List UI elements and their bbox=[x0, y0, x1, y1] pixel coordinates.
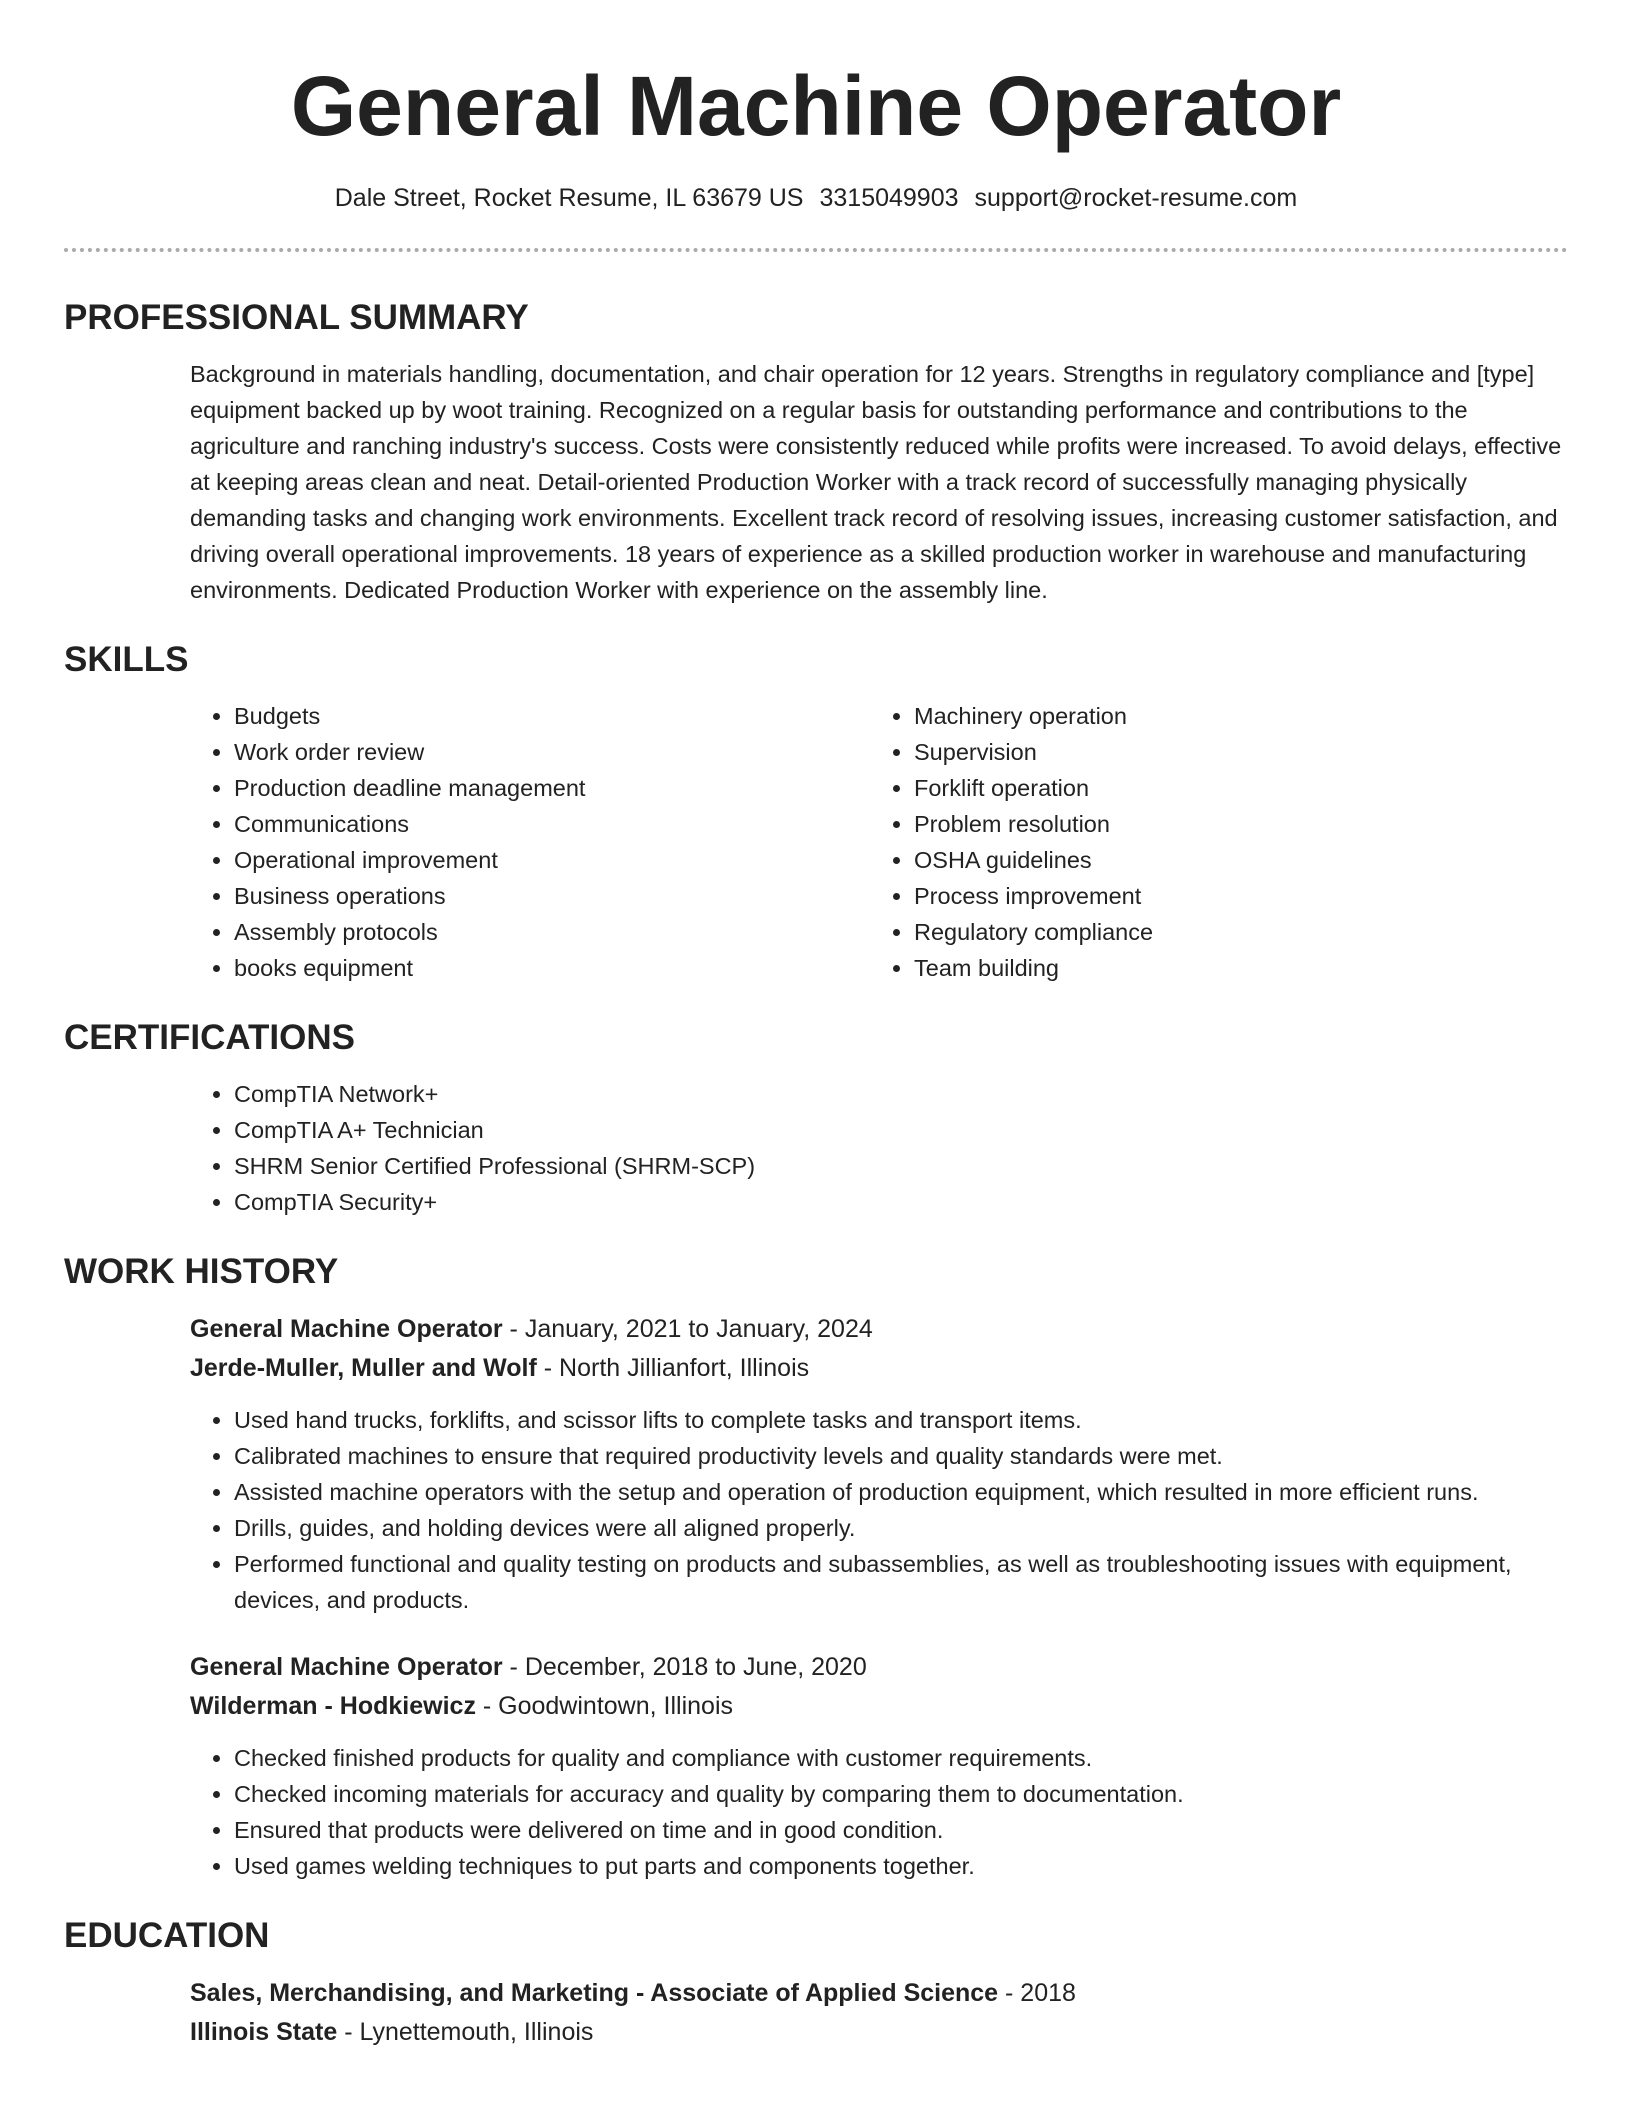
list-item: • CompTIA Security+ bbox=[234, 1184, 1568, 1220]
list-item: • Operational improvement bbox=[234, 842, 870, 878]
job-entry bbox=[190, 1310, 1568, 1618]
job-company-line bbox=[190, 1687, 1568, 1726]
list-item: • books equipment bbox=[234, 950, 870, 986]
contact-address: Dale Street, Rocket Resume, IL 63679 US bbox=[334, 184, 804, 212]
job-entry bbox=[190, 1648, 1568, 1884]
job-role: General Machine Operator bbox=[190, 1315, 503, 1343]
job-title-line bbox=[190, 1310, 1568, 1349]
list-item: • Machinery operation bbox=[914, 698, 1550, 734]
education-degree: Sales, Merchandising, and Marketing - Associate of Applied Science bbox=[190, 1979, 999, 2007]
job-dates: - January, 2021 to January, 2024 bbox=[502, 1315, 873, 1343]
page-title: General Machine Operator bbox=[290, 59, 1342, 153]
list-item: • Checked incoming materials for accuracy and quality by comparing them to documentation. bbox=[234, 1776, 1568, 1812]
skills-column-right bbox=[870, 698, 1550, 986]
list-item: • Business operations bbox=[234, 878, 870, 914]
education-section bbox=[190, 1974, 1568, 2052]
list-item: • Communications bbox=[234, 806, 870, 842]
list-item: • Budgets bbox=[234, 698, 870, 734]
list-item: • SHRM Senior Certified Professional (SHRM-SCP) bbox=[234, 1148, 1568, 1184]
list-item: • Work order review bbox=[234, 734, 870, 770]
job-company-line bbox=[190, 1349, 1568, 1388]
job-role: General Machine Operator bbox=[190, 1653, 503, 1681]
list-item: • Regulatory compliance bbox=[914, 914, 1550, 950]
header-divider bbox=[64, 248, 1568, 252]
job-company: Wilderman - Hodkiewicz bbox=[190, 1692, 476, 1720]
list-item: • Team building bbox=[914, 950, 1550, 986]
list-item: • Used games welding techniques to put parts and components together. bbox=[234, 1848, 1568, 1884]
job-title-line bbox=[190, 1648, 1568, 1687]
list-item: • CompTIA A+ Technician bbox=[234, 1112, 1568, 1148]
list-item: • Assembly protocols bbox=[234, 914, 870, 950]
section-title-education: EDUCATION bbox=[64, 1916, 270, 1955]
list-item: • Drills, guides, and holding devices were all aligned properly. bbox=[234, 1510, 1568, 1546]
section-title-work-history: WORK HISTORY bbox=[64, 1252, 339, 1291]
list-item: • OSHA guidelines bbox=[914, 842, 1550, 878]
certifications-list bbox=[190, 1076, 1568, 1220]
list-item: • Forklift operation bbox=[914, 770, 1550, 806]
skills-list bbox=[190, 698, 1568, 986]
list-item: • Used hand trucks, forklifts, and scissor lifts to complete tasks and transport items. bbox=[234, 1402, 1568, 1438]
skills-column-left bbox=[190, 698, 870, 986]
job-company: Jerde-Muller, Muller and Wolf bbox=[190, 1354, 537, 1382]
work-history-section bbox=[190, 1310, 1568, 1884]
contact-email: support@rocket-resume.com bbox=[974, 184, 1298, 212]
resume-page bbox=[64, 0, 1568, 2052]
section-title-skills: SKILLS bbox=[64, 640, 189, 679]
list-item: • Performed functional and quality testing on products and subassemblies, as well as troubleshooting issues with equipment, devices, and products. bbox=[234, 1546, 1568, 1618]
contact-line bbox=[64, 182, 1568, 214]
education-school-line bbox=[190, 2013, 1568, 2052]
summary-section bbox=[190, 356, 1568, 608]
list-item: • Problem resolution bbox=[914, 806, 1550, 842]
job-location: - North Jillianfort, Illinois bbox=[536, 1354, 810, 1382]
summary-text: Background in materials handling, documentation, and chair operation for 12 years. Strengths in regulatory compliance and [type] equipment backed up by woot training. Recognized on a regular basis for outstanding performance and contributions to the agriculture and ranching industry's success. Costs were consistently reduced while profits were increased. To avoid delays, effective at keeping areas clean and neat. Detail-oriented Production Worker with a track record of successfully managing physically demanding tasks and changing work environments. Excellent track record of resolving issues, increasing customer satisfaction, and driving overall operational improvements. 18 years of experience as a skilled production worker in warehouse and manufacturing environments. Dedicated Production Worker with experience on the assembly line. bbox=[190, 361, 1562, 603]
list-item: • Assisted machine operators with the setup and operation of production equipment, which resulted in more efficient runs. bbox=[234, 1474, 1568, 1510]
list-item: • Production deadline management bbox=[234, 770, 870, 806]
list-item: • Supervision bbox=[914, 734, 1550, 770]
section-title-summary: PROFESSIONAL SUMMARY bbox=[64, 298, 529, 337]
list-item: • Process improvement bbox=[914, 878, 1550, 914]
list-item: • CompTIA Network+ bbox=[234, 1076, 1568, 1112]
list-item: • Calibrated machines to ensure that required productivity levels and quality standards were met. bbox=[234, 1438, 1568, 1474]
education-location: - Lynettemouth, Illinois bbox=[337, 2018, 594, 2046]
job-location: - Goodwintown, Illinois bbox=[475, 1692, 733, 1720]
job-dates: - December, 2018 to June, 2020 bbox=[502, 1653, 867, 1681]
list-item: • Ensured that products were delivered on time and in good condition. bbox=[234, 1812, 1568, 1848]
section-title-certifications: CERTIFICATIONS bbox=[64, 1018, 356, 1057]
list-item: • Checked finished products for quality and compliance with customer requirements. bbox=[234, 1740, 1568, 1776]
education-year: - 2018 bbox=[998, 1979, 1076, 2007]
education-school: Illinois State bbox=[190, 2018, 338, 2046]
education-degree-line bbox=[190, 1974, 1568, 2013]
contact-phone: 3315049903 bbox=[819, 184, 959, 212]
